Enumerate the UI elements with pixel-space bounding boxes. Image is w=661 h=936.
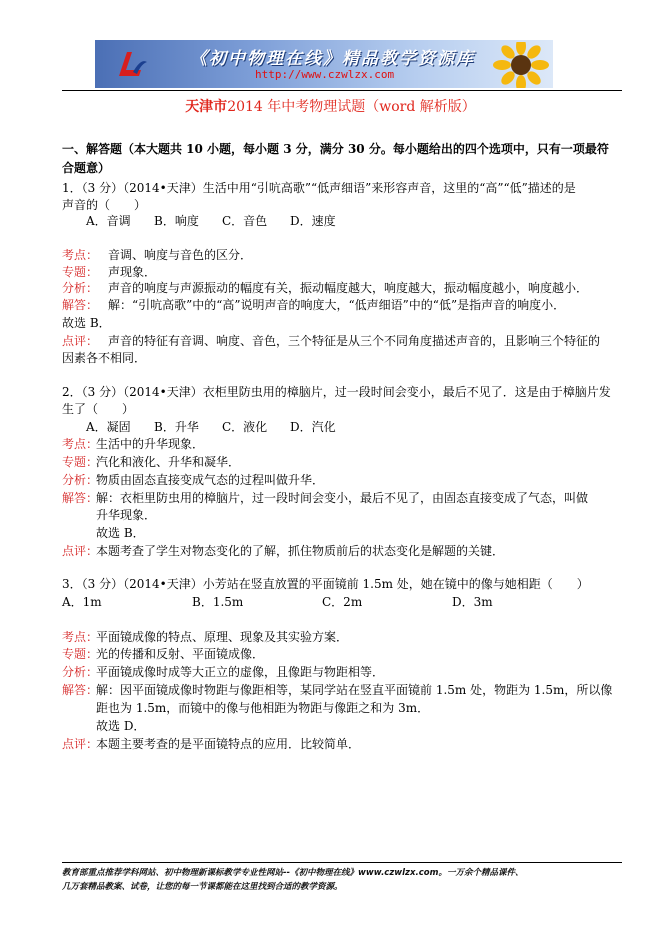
q2-kaodian: 生活中的升华现象． (96, 437, 205, 451)
q3-dianping-label: 点评： (62, 737, 99, 751)
q1-jieda-row (62, 297, 565, 313)
q1-zhuanti: 声现象． (108, 265, 157, 279)
q2-stem-line2: 生了（ ） (62, 402, 135, 416)
q2-option-c: C．液化 (222, 420, 268, 434)
document-title-city: 天津市 (185, 99, 228, 115)
q1-options (86, 213, 336, 229)
q2-option-b: B．升华 (154, 420, 199, 434)
q2-stem-line1: 2．（3 分）（2014•天津）衣柜里防虫用的樟脑片，过一段时间会变小，最后不见了．这是由于樟脑片发 (62, 385, 611, 399)
q1-zhuanti-row (62, 264, 156, 280)
q1-dianping-row (62, 333, 600, 349)
document-title-rest: 2014 年中考物理试题（word 解析版） (227, 99, 476, 115)
q1-zhuanti-label: 专题： (62, 265, 99, 279)
q3-fenxi-label: 分析： (62, 665, 99, 679)
q3-stem-line1: 3．（3 分）（2014•天津）小芳站在竖直放置的平面镜前 1.5m 处，她在镜中的像与她相距（ ） (62, 577, 589, 591)
q1-dianping-label: 点评： (62, 334, 99, 348)
site-logo-icon (115, 48, 149, 80)
q1-jieda-label: 解答： (62, 298, 99, 312)
q3-jieda-row (62, 682, 612, 698)
q1-kaodian-label: 考点： (62, 248, 99, 262)
q2-fenxi-row (62, 472, 324, 488)
q3-dianping-line1: 本题主要考查的是平面镜特点的应用．比较简单． (96, 737, 361, 751)
footer (62, 866, 622, 894)
q3-kaodian-label: 考点： (62, 630, 99, 644)
footer-line1: 教育部重点推荐学科网站、初中物理新课标教学专业性网站--《初中物理在线》www.czwlzx.com。一万余个精品课件、 (62, 868, 524, 878)
q3-options (62, 594, 493, 610)
q3-zhuanti-label: 专题： (62, 647, 99, 661)
q3-jieda-line2: 距也为 1.5m，而镜中的像与他相距为物距与像距之和为 3m． (96, 701, 430, 715)
q1-dianping-line1: 声音的特征有音调、响度、音色，三个特征是从三个不同角度描述声音的，且影响三个特征的 (108, 334, 601, 348)
header-divider (62, 90, 622, 91)
q2-dianping-line1: 本题考查了学生对物态变化的了解，抓住物质前后的状态变化是解题的关键． (96, 544, 505, 558)
q1-fenxi-row (62, 280, 588, 296)
q2-jieda-line2: 升华现象． (96, 508, 157, 522)
q2-jieda-line1: 解：衣柜里防虫用的樟脑片，过一段时间会变小，最后不见了，由固态直接变成了气态，叫做 (96, 491, 589, 505)
q2-option-d: D．汽化 (290, 420, 336, 434)
q3-option-c: C．2m (322, 595, 363, 609)
q1-option-b: B．响度 (154, 214, 199, 228)
q2-fenxi: 物质由固态直接变成气态的过程叫做升华． (96, 473, 325, 487)
q3-kaodian: 平面镜成像的特点、原理、现象及其实验方案． (96, 630, 349, 644)
q2-options (86, 419, 336, 435)
q2-option-a: A．凝固 (86, 420, 131, 434)
q3-dianping-row (62, 736, 360, 752)
q3-option-b: B．1.5m (192, 595, 244, 609)
q1-stem-line1: 1．（3 分）（2014•天津）生活中用“引吭高歌”“低声细语”来形容声音，这里的“高”“低”描述的是 (62, 181, 576, 195)
q1-dianping-line2: 因素各不相同． (62, 351, 147, 365)
q3-jieda-line1: 解：因平面镜成像时物距与像距相等，某同学站在竖直平面镜前 1.5m 处，物距为 1.5m，所以像 (96, 683, 613, 697)
q3-fenxi-row (62, 664, 384, 680)
q3-fenxi: 平面镜成像时成等大正立的虚像，且像距与物距相等． (96, 665, 385, 679)
banner-title: 《初中物理在线》精品教学资源库 (190, 49, 475, 69)
q1-jieda-line1: 解：“引吭高歌”中的“高”说明声音的响度大，“低声细语”中的“低”是指声音的响度小． (108, 298, 566, 312)
q1-jieda-line2: 故选 B． (62, 316, 111, 330)
q2-jieda-label: 解答： (62, 491, 99, 505)
q2-dianping-row (62, 543, 504, 559)
q2-jieda-row (62, 490, 588, 506)
q3-kaodian-row (62, 629, 348, 645)
q3-jieda-line3: 故选 D． (96, 719, 146, 733)
q2-kaodian-label: 考点： (62, 437, 99, 451)
q2-zhuanti: 汽化和液化、升华和凝华． (96, 455, 241, 469)
banner-url[interactable]: http://www.czwlzx.com (255, 68, 395, 81)
q2-dianping-label: 点评： (62, 544, 99, 558)
q1-stem-line2: 声音的（ ） (62, 198, 147, 212)
footer-divider (62, 862, 622, 863)
footer-line2: 几万套精品教案、试卷，让您的每一节课都能在这里找到合适的教学资源。 (62, 882, 343, 892)
q3-zhuanti-row (62, 646, 264, 662)
header-banner (95, 40, 553, 88)
q2-kaodian-row (62, 436, 204, 452)
section-heading: 一、解答题（本大题共 10 小题，每小题 3 分，满分 30 分。每小题给出的四个选项中，只有一项最符合题意） (62, 142, 609, 175)
q1-fenxi: 声音的响度与声源振动的幅度有关，振动幅度越大，响度越大，振动幅度越小，响度越小． (108, 281, 589, 295)
q1-option-d: D．速度 (290, 214, 336, 228)
q2-fenxi-label: 分析： (62, 473, 99, 487)
q3-option-a: A．1m (62, 595, 102, 609)
q2-zhuanti-label: 专题： (62, 455, 99, 469)
q1-option-c: C．音色 (222, 214, 268, 228)
q2-zhuanti-row (62, 454, 240, 470)
sunflower-icon (489, 42, 549, 88)
q1-kaodian-row (62, 247, 252, 263)
q1-option-a: A．音调 (86, 214, 131, 228)
document-title (0, 96, 661, 116)
q3-jieda-label: 解答： (62, 683, 99, 697)
q2-jieda-line3: 故选 B． (96, 526, 145, 540)
q1-kaodian: 音调、响度与音色的区分． (108, 248, 253, 262)
q3-option-d: D．3m (452, 595, 493, 609)
q1-fenxi-label: 分析： (62, 281, 99, 295)
q3-zhuanti: 光的传播和反射、平面镜成像． (96, 647, 265, 661)
